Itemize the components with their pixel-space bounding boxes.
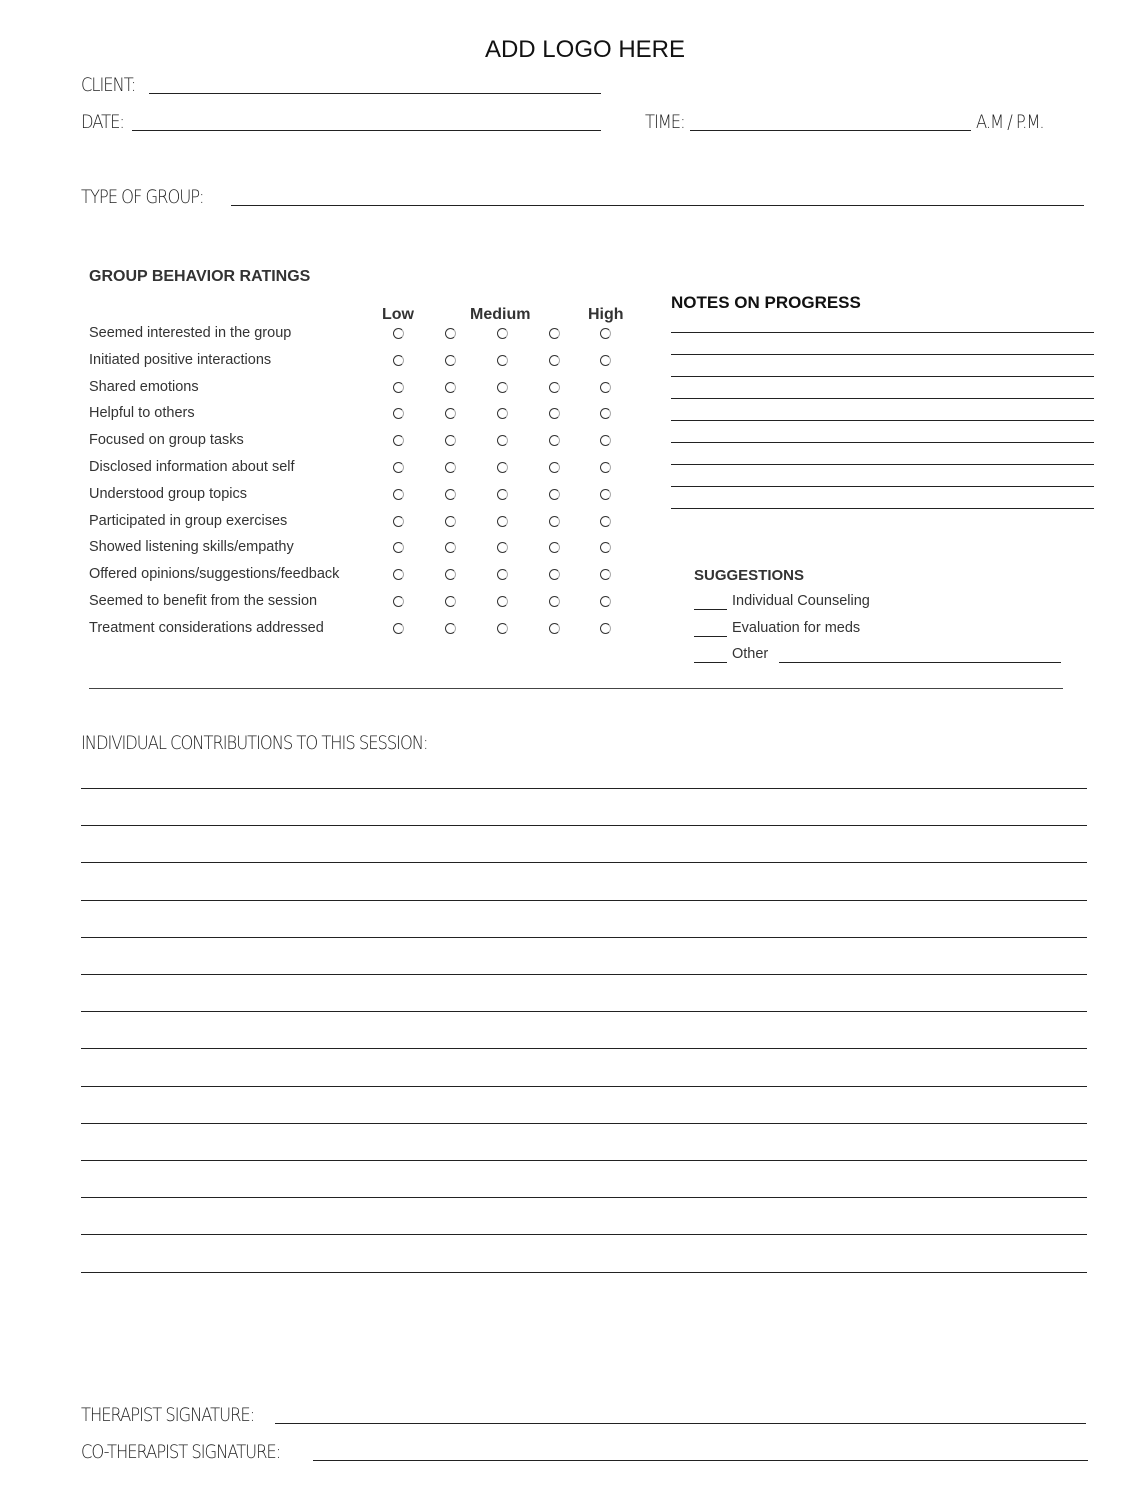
- rating-radio-option[interactable]: [497, 489, 508, 500]
- notes-line[interactable]: [671, 464, 1094, 465]
- section-divider: [89, 688, 1063, 689]
- rating-radio-option[interactable]: [497, 328, 508, 339]
- rating-radio-option[interactable]: [445, 596, 456, 607]
- rating-radio-option[interactable]: [393, 408, 404, 419]
- rating-radio-option[interactable]: [549, 355, 560, 366]
- notes-line[interactable]: [671, 354, 1094, 355]
- notes-line[interactable]: [671, 332, 1094, 333]
- suggestion-checkbox-blank[interactable]: [694, 662, 727, 663]
- contribution-line[interactable]: [81, 1086, 1087, 1087]
- rating-radio-option[interactable]: [393, 435, 404, 446]
- rating-radio-option[interactable]: [549, 596, 560, 607]
- notes-line[interactable]: [671, 398, 1094, 399]
- time-field[interactable]: [690, 130, 971, 131]
- rating-radio-option[interactable]: [497, 596, 508, 607]
- ratings-title: GROUP BEHAVIOR RATINGS: [89, 268, 311, 285]
- rating-radio-option[interactable]: [393, 516, 404, 527]
- rating-radio-option[interactable]: [445, 542, 456, 553]
- rating-radio-option[interactable]: [393, 355, 404, 366]
- rating-radio-option[interactable]: [445, 328, 456, 339]
- rating-radio-option[interactable]: [600, 355, 611, 366]
- rating-radio-option[interactable]: [445, 462, 456, 473]
- rating-radio-option[interactable]: [393, 489, 404, 500]
- rating-radio-option[interactable]: [549, 382, 560, 393]
- rating-radio-option[interactable]: [600, 328, 611, 339]
- rating-radio-option[interactable]: [445, 516, 456, 527]
- rating-radio-option[interactable]: [497, 516, 508, 527]
- suggestion-label: Individual Counseling: [732, 593, 870, 609]
- therapist-signature-field[interactable]: [275, 1423, 1086, 1424]
- group-type-label: TYPE OF GROUP:: [81, 186, 204, 208]
- contribution-line[interactable]: [81, 1197, 1087, 1198]
- rating-radio-option[interactable]: [600, 408, 611, 419]
- rating-radio-option[interactable]: [549, 569, 560, 580]
- rating-radio-option[interactable]: [549, 489, 560, 500]
- contribution-line[interactable]: [81, 1011, 1087, 1012]
- rating-item-label: Focused on group tasks: [89, 432, 244, 449]
- rating-radio-option[interactable]: [600, 382, 611, 393]
- rating-radio-option[interactable]: [497, 382, 508, 393]
- rating-item-label: Disclosed information about self: [89, 459, 295, 475]
- rating-radio-option[interactable]: [393, 542, 404, 553]
- rating-radio-option[interactable]: [445, 569, 456, 580]
- contribution-line[interactable]: [81, 1234, 1087, 1235]
- suggestion-checkbox-blank[interactable]: [694, 609, 727, 610]
- rating-radio-option[interactable]: [497, 408, 508, 419]
- am-pm-label: A.M / P.M.: [976, 111, 1044, 133]
- notes-line[interactable]: [671, 508, 1094, 509]
- rating-item-label: Shared emotions: [89, 378, 199, 395]
- rating-radio-option[interactable]: [497, 355, 508, 366]
- date-label: DATE:: [81, 111, 124, 133]
- time-label: TIME:: [645, 111, 685, 133]
- contribution-line[interactable]: [81, 825, 1087, 826]
- scale-low-label: Low: [382, 306, 414, 323]
- suggestion-label: Other: [732, 646, 769, 662]
- contribution-line[interactable]: [81, 1048, 1087, 1049]
- notes-line[interactable]: [671, 486, 1094, 487]
- rating-radio-option[interactable]: [549, 623, 560, 634]
- rating-radio-option[interactable]: [549, 328, 560, 339]
- rating-radio-option[interactable]: [393, 328, 404, 339]
- contribution-line[interactable]: [81, 1160, 1087, 1161]
- rating-item-label: Participated in group exercises: [89, 512, 288, 529]
- client-label: CLIENT:: [81, 74, 136, 96]
- suggestion-checkbox-blank[interactable]: [694, 636, 727, 637]
- contribution-line[interactable]: [81, 900, 1087, 901]
- rating-radio-option[interactable]: [393, 382, 404, 393]
- rating-item-label: Showed listening skills/empathy: [89, 539, 294, 556]
- rating-radio-option[interactable]: [445, 408, 456, 419]
- rating-radio-option[interactable]: [497, 435, 508, 446]
- contribution-line[interactable]: [81, 1123, 1087, 1124]
- date-field[interactable]: [132, 130, 601, 131]
- therapist-signature-label: THERAPIST SIGNATURE:: [81, 1404, 255, 1426]
- rating-radio-option[interactable]: [600, 516, 611, 527]
- rating-item-label: Initiated positive interactions: [89, 351, 272, 368]
- notes-title: NOTES ON PROGRESS: [671, 293, 861, 312]
- rating-radio-option[interactable]: [497, 462, 508, 473]
- client-field[interactable]: [149, 93, 601, 94]
- rating-radio-option[interactable]: [549, 542, 560, 553]
- notes-line[interactable]: [671, 442, 1094, 443]
- rating-radio-option[interactable]: [549, 516, 560, 527]
- contributions-label: INDIVIDUAL CONTRIBUTIONS TO THIS SESSION:: [81, 732, 428, 754]
- rating-radio-option[interactable]: [445, 489, 456, 500]
- scale-medium-label: Medium: [470, 306, 531, 323]
- notes-line[interactable]: [671, 420, 1094, 421]
- rating-radio-option[interactable]: [600, 623, 611, 634]
- rating-radio-option[interactable]: [445, 435, 456, 446]
- rating-item-label: Offered opinions/suggestions/feedback: [89, 566, 340, 583]
- rating-radio-option[interactable]: [600, 489, 611, 500]
- rating-radio-option[interactable]: [600, 596, 611, 607]
- contribution-line[interactable]: [81, 937, 1087, 938]
- rating-radio-option[interactable]: [393, 569, 404, 580]
- rating-radio-option[interactable]: [497, 623, 508, 634]
- contribution-line[interactable]: [81, 974, 1087, 975]
- group-type-field[interactable]: [231, 205, 1084, 206]
- rating-item-label: Seemed interested in the group: [89, 325, 292, 341]
- rating-radio-option[interactable]: [549, 408, 560, 419]
- rating-item-label: Treatment considerations addressed: [89, 619, 324, 636]
- rating-radio-option[interactable]: [393, 462, 404, 473]
- rating-radio-option[interactable]: [600, 462, 611, 473]
- rating-radio-option[interactable]: [445, 623, 456, 634]
- cotherapist-signature-label: CO-THERAPIST SIGNATURE:: [81, 1441, 281, 1463]
- rating-radio-option[interactable]: [393, 623, 404, 634]
- contribution-line[interactable]: [81, 862, 1087, 863]
- cotherapist-signature-field[interactable]: [313, 1460, 1088, 1461]
- rating-radio-option[interactable]: [600, 542, 611, 553]
- notes-line[interactable]: [671, 376, 1094, 377]
- rating-radio-option[interactable]: [497, 569, 508, 580]
- rating-radio-option[interactable]: [445, 355, 456, 366]
- rating-radio-option[interactable]: [600, 569, 611, 580]
- rating-item-label: Helpful to others: [89, 405, 195, 422]
- contribution-line[interactable]: [81, 788, 1087, 789]
- rating-radio-option[interactable]: [549, 435, 560, 446]
- logo-placeholder: ADD LOGO HERE: [484, 36, 686, 63]
- suggestion-label: Evaluation for meds: [732, 619, 861, 636]
- scale-high-label: High: [588, 306, 624, 323]
- rating-radio-option[interactable]: [600, 435, 611, 446]
- suggestions-title: SUGGESTIONS: [694, 567, 805, 584]
- rating-radio-option[interactable]: [445, 382, 456, 393]
- rating-radio-option[interactable]: [549, 462, 560, 473]
- rating-item-label: Understood group topics: [89, 485, 247, 502]
- rating-radio-option[interactable]: [393, 596, 404, 607]
- rating-item-label: Seemed to benefit from the session: [89, 593, 318, 609]
- rating-radio-option[interactable]: [497, 542, 508, 553]
- suggestion-other-field[interactable]: [779, 662, 1061, 663]
- contribution-line[interactable]: [81, 1272, 1087, 1273]
